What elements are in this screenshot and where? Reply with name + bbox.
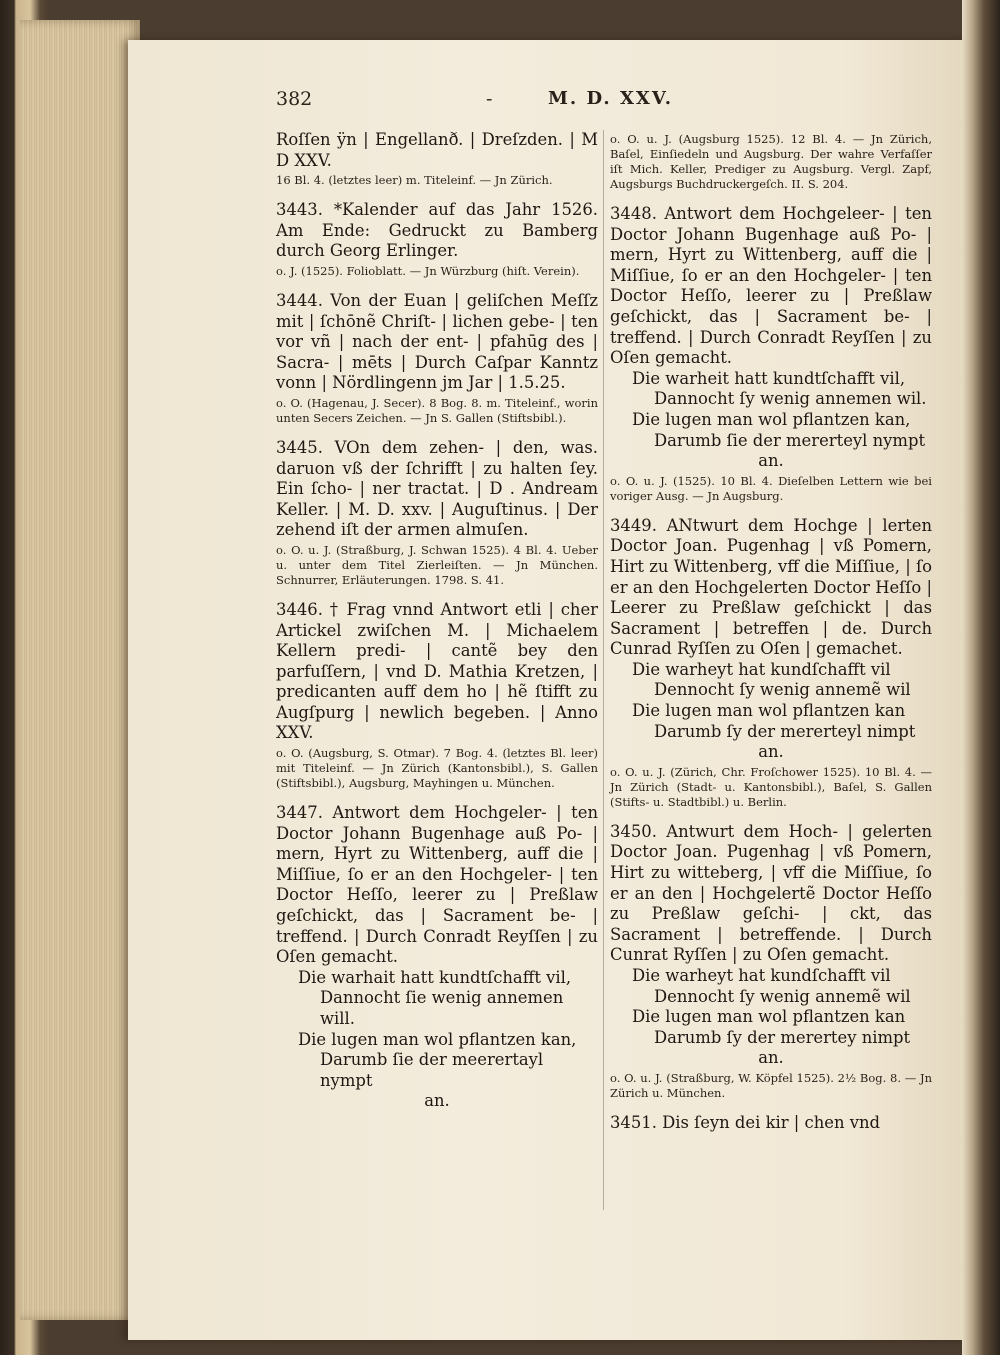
verse-line: Darumb ſie der meerertayl nympt [320,1050,544,1090]
verse-line: Dennocht ſy wenig annemẽ wil [654,680,911,700]
entry-3446 [276,600,598,791]
verse-line: Dennocht ſy wenig annemẽ wil [654,986,911,1006]
verse-line: an. [758,1048,784,1068]
entry-3448 [610,204,932,504]
entry-verse [276,968,598,1112]
entry-title: Roſſen ÿn | Engellanð. | Dreſzden. | M D XXV. [276,130,598,170]
left-column [276,130,598,1124]
column-divider [603,130,604,1210]
entry-note: 16 Bl. 4. (letztes leer) m. Titeleinf. — Jn Zürich. [276,173,553,188]
entry-note: o. O. u. J. (1525). 10 Bl. 4. Dieſelben Lettern wie bei voriger Ausg. — Jn Augsburg. [610,473,932,503]
verse-line: Die warheyt hat kundſchafft vil [632,966,891,985]
entry-title: 3448. Antwort dem Hochgeleer- | ten Doctor Johann Bugenhage auß Po- | mern, Hyrt zu Wittenberg, auff die | Miſſiue, ſo er an den Hochgeler- | ten Doctor Heſſo, leerer zu | Preßlaw geſchickt, das | Sacrament be- | treffend. | Durch Conradt Reyſſen | zu Oſen gemacht. [610,204,932,368]
verse-line: Die lugen man wol pflantzen kan, [632,409,911,429]
entry-note: o. O. u. J. (Straßburg, W. Köpfel 1525). 2½ Bog. 8. — Jn Zürich u. München. [610,1070,932,1100]
entry-3443 [276,200,598,279]
page-edges [20,20,140,1320]
verse-line: Die lugen man wol pflantzen kan, [298,1029,577,1049]
entry-title: 3447. Antwort dem Hochgeler- | ten Doctor Johann Bugenhage auß Po- | mern, Hyrt zu Wittenberg, auff die | Miſſiue, ſo er an den Hochgeler- | ten Doctor Heſſo, leerer zu | Preßlaw geſchickt, das | Sacrament be- | treffend. | Durch Conradt Reyſſen | zu Oſen gemacht. [276,803,598,967]
entry-title: 3445. VOn dem zehen- | den, was. daruon vß der ſchrifft | zu halten ſey. Ein ſcho- | ner tractat. | D . Andream Keller. | M. D. xxv. | Auguſtinus. | Der zehend iſt der armen almuſen. [276,437,598,540]
verse-line: Dannocht ſie wenig annemen will. [320,988,564,1028]
verse-line: Darumb ſy der mererteyl nimpt [654,721,916,741]
verse-line: an. [424,1091,450,1111]
entry-verse [610,369,932,472]
entry-title: 3446. † Frag vnnd Antwort etli | cher Artickel zwiſchen M. | Michaelem Kellern predi- | cantẽ bey den parfuſſern, | vnd D. Mathia Kretzen, | predicanten auff dem ho | hẽ ſtifft zu Augſpurg | newlich begeben. | Anno XXV. [276,599,598,743]
entry-3447 [276,803,598,1112]
entry-note: o. O. u. J. (Straßburg, J. Schwan 1525). 4 Bl. 4. Ueber u. unter dem Titel Zierleiſten. — Jn München. Schnurrer, Erläuterungen. 1798. S. 41. [276,542,598,587]
entry-title: 3451. Dis ſeyn dei kir | chen vnd [610,1112,881,1132]
entry-title: 3443. *Kalender auf das Jahr 1526. Am Ende: Gedruckt zu Bamberg durch Georg Erlinger. [276,200,598,261]
spine-shadow [962,0,1000,1355]
verse-line: Die lugen man wol pflantzen kan [632,701,906,721]
entry-3445 [276,438,598,588]
entry-note: o. J. (1525). Folioblatt. — Jn Würzburg (hiſt. Verein). [276,263,580,278]
entry-verse [610,660,932,763]
entry-title: 3450. Antwurt dem Hoch- | gelerten Doctor Joan. Pugenhag | vß Pomern, Hirt zu witteberg, | vff die Miſſiue, ſo er an den | Hochgelertẽ Doctor Heſſo zu Preßlaw geſchi- | ckt, das Sacrament | betreffende. | Durch Cunrat Ryſſen | zu Oſen gemacht. [610,821,932,965]
entry-title: 3449. ANtwurt dem Hochge | lerten Doctor Joan. Pugenhag | vß Pomern, Hirt zu Wittenberg, vff die Miſſiue, | ſo er an den Hochgelerten Doctor Heſſo | Leerer zu Preßlaw geſchickt | das Sacrament | betreffen | de. Durch Cunrad Ryſſen zu Oſen | gemachet. [610,515,932,659]
page-header [276,88,936,118]
entry-3450 [610,822,932,1101]
verse-line: Dannocht ſy wenig annemen wil. [654,389,927,409]
header-dash: - [486,88,493,110]
entry-note: o. O. (Augsburg, S. Otmar). 7 Bog. 4. (letztes Bl. leer) mit Titeleinf. — Jn Zürich (Kantonsbibl.), S. Gallen (Stiftsbibl.), Augsburg, Mayhingen u. München. [276,746,598,791]
entry-3449 [610,516,932,810]
verse-line: an. [758,451,784,471]
verse-line: Die warheyt hat kundſchafft vil [632,659,891,679]
verse-line: Die warheit hatt kundtſchafft vil, [632,368,906,388]
verse-line: Darumb ſie der mererteyl nympt [654,430,926,450]
running-head: M. D. XXV. [548,88,673,109]
entry-note: o. O. (Hagenau, J. Secer). 8 Bog. 8. m. Titeleinf., worin unten Secers Zeichen. — Jn S. Gallen (Stiftsbibl.). [276,395,598,425]
entry-3451 [610,1113,932,1134]
entry-title: 3444. Von der Euan | geliſchen Meſſz mit | ſchōnẽ Chriſt- | lichen gebe- | ten vor vñ | nach der ent- | pfahūg des | Sacra- | mēts | Durch Caſpar Kanntz vonn | Nördlingenn jm Jar | 1.5.25. [276,290,598,393]
page-number: 382 [276,88,313,110]
entry-3444 [276,291,598,426]
entry-continued [276,130,598,188]
entry-note: o. O. u. J. (Augsburg 1525). 12 Bl. 4. — Jn Zürich, Baſel, Einſiedeln und Augsburg. Der wahre Verfaſſer iſt Mich. Keller, Prediger zu Augsburg. Vergl. Zapf, Augsburgs Buchdruckergeſch. II. S. 204. [610,132,932,191]
verse-line: Die lugen man wol pflantzen kan [632,1007,906,1027]
right-column [610,130,932,1146]
entry-3447-note [610,132,932,192]
verse-line: Darumb ſy der merertey nimpt [654,1027,911,1047]
entry-verse [610,966,932,1069]
verse-line: Die warhait hatt kundtſchafft vil, [298,967,572,987]
verse-line: an. [758,742,784,762]
entry-note: o. O. u. J. (Zürich, Chr. Froſchower 1525). 10 Bl. 4. — Jn Zürich (Stadt- u. Kantonsbibl.), Baſel, S. Gallen (Stifts- u. Stadtbibl.) u. Berlin. [610,764,932,809]
